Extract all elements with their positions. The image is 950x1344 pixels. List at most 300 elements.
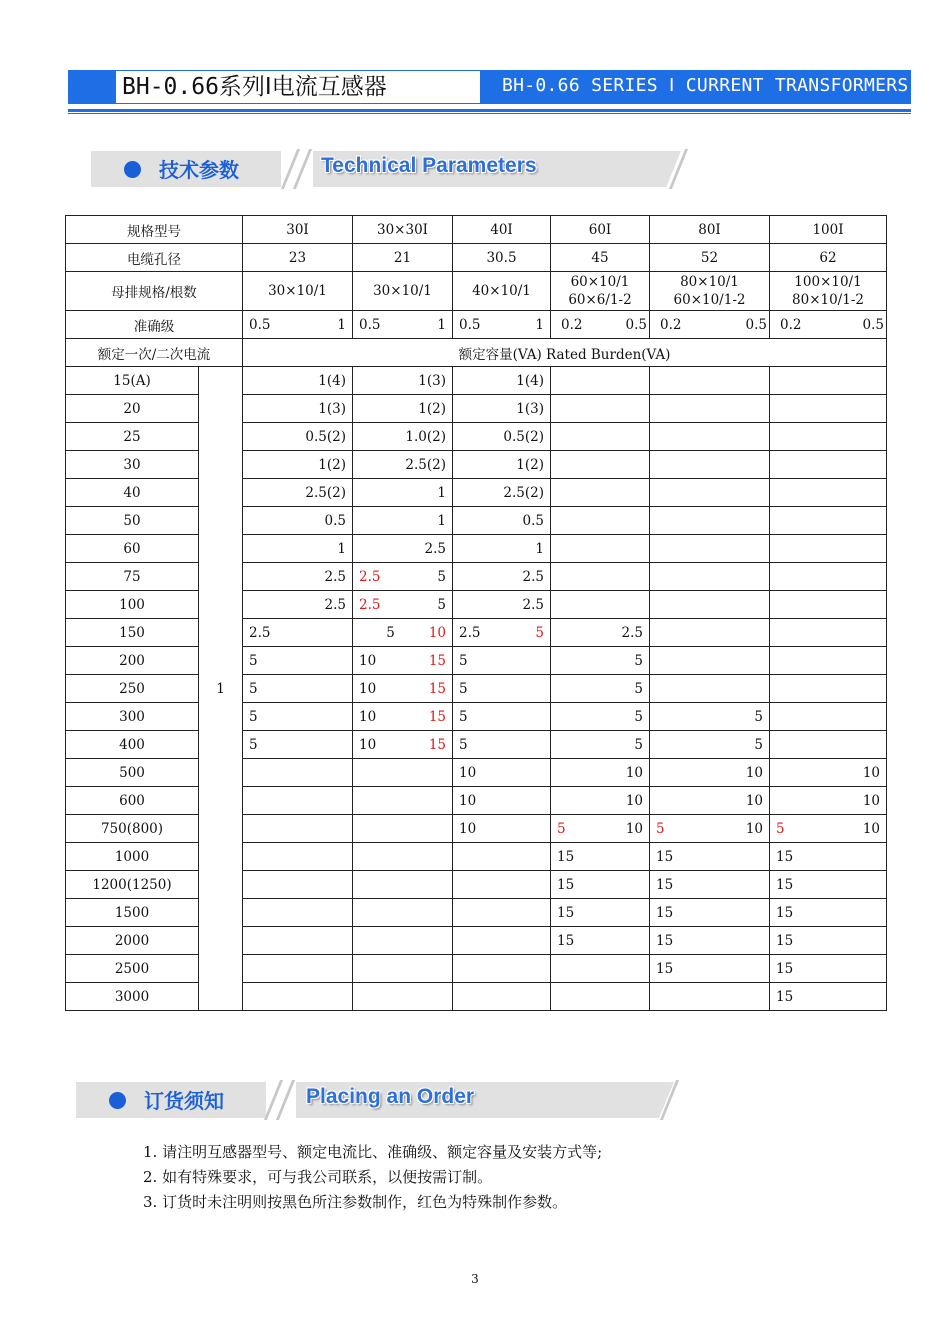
cell-value: 0.2 xyxy=(660,316,682,333)
cell-value: 5 xyxy=(386,624,395,641)
burden-cell xyxy=(353,591,453,619)
busbar-line: 80×10/1 xyxy=(680,274,739,290)
burden-cell xyxy=(551,927,650,955)
burden-cell xyxy=(353,703,453,731)
label-class: 准确级 xyxy=(66,311,243,339)
cell-value: 2.5(2) xyxy=(305,484,346,501)
primary-current: 400 xyxy=(66,731,199,759)
burden-cell xyxy=(353,843,453,871)
cell-value: 0.5 xyxy=(745,316,767,333)
burden-cell xyxy=(551,367,650,395)
burden-cell xyxy=(650,591,770,619)
header-title-box xyxy=(116,70,480,104)
cell-value: 15 xyxy=(557,932,575,949)
burden-cell xyxy=(453,367,551,395)
model-cell: 60I xyxy=(551,216,650,244)
cell-value: 10 xyxy=(459,820,477,837)
burden-cell xyxy=(243,787,353,815)
cell-value: 2.5 xyxy=(359,596,381,613)
row-burden-header xyxy=(66,339,887,367)
burden-cell xyxy=(353,619,453,647)
table-row xyxy=(66,423,887,451)
cell-value: 1(2) xyxy=(318,456,346,473)
busbar-cell xyxy=(650,272,770,311)
burden-cell xyxy=(243,983,353,1011)
burden-cell xyxy=(650,395,770,423)
cell-value: 5 xyxy=(634,680,643,697)
burden-cell xyxy=(770,843,887,871)
primary-current: 150 xyxy=(66,619,199,647)
burden-cell xyxy=(551,591,650,619)
cell-value: 1(3) xyxy=(516,400,544,417)
burden-cell xyxy=(243,507,353,535)
burden-cell xyxy=(453,591,551,619)
burden-cell xyxy=(353,815,453,843)
primary-current: 15(A) xyxy=(66,367,199,395)
class-cell xyxy=(243,311,353,339)
burden-cell xyxy=(551,675,650,703)
burden-cell xyxy=(551,759,650,787)
burden-cell xyxy=(243,619,353,647)
cell-value: 15 xyxy=(656,960,674,977)
cell-value: 5 xyxy=(459,708,468,725)
cell-value: 5 xyxy=(437,568,446,585)
cell-value: 15 xyxy=(428,736,446,753)
burden-cell xyxy=(770,675,887,703)
burden-cell xyxy=(353,395,453,423)
burden-cell xyxy=(353,563,453,591)
table-row xyxy=(66,731,887,759)
burden-cell xyxy=(650,787,770,815)
cell-value: 1(4) xyxy=(516,372,544,389)
cell-value: 5 xyxy=(557,820,566,837)
cell-value: 15 xyxy=(776,960,794,977)
cell-value: 1 xyxy=(535,316,544,333)
primary-current: 1500 xyxy=(66,899,199,927)
burden-cell xyxy=(243,899,353,927)
cell-value: 10 xyxy=(862,764,880,781)
header-rule xyxy=(68,109,911,112)
cell-value: 5 xyxy=(249,680,258,697)
burden-cell xyxy=(243,955,353,983)
burden-cell xyxy=(453,927,551,955)
table-row xyxy=(66,983,887,1011)
cell-value: 5 xyxy=(776,820,785,837)
cell-value: 5 xyxy=(634,708,643,725)
primary-current: 50 xyxy=(66,507,199,535)
cell-value: 0.5 xyxy=(324,512,346,529)
cell-value: 1 xyxy=(437,512,446,529)
burden-cell xyxy=(650,843,770,871)
cell-value: 1 xyxy=(437,484,446,501)
cell-value: 0.5 xyxy=(459,316,481,333)
burden-cell xyxy=(650,955,770,983)
burden-cell xyxy=(453,703,551,731)
burden-cell xyxy=(650,703,770,731)
primary-current: 1000 xyxy=(66,843,199,871)
cell-value: 2.5 xyxy=(324,596,346,613)
cell-value: 5 xyxy=(459,680,468,697)
burden-cell xyxy=(353,927,453,955)
burden-cell xyxy=(353,423,453,451)
busbar-cell xyxy=(453,272,551,311)
burden-cell xyxy=(551,395,650,423)
cell-value: 10 xyxy=(359,680,377,697)
cell-value: 1(2) xyxy=(418,400,446,417)
primary-current: 2500 xyxy=(66,955,199,983)
burden-cell xyxy=(243,843,353,871)
burden-cell xyxy=(650,563,770,591)
burden-cell xyxy=(353,759,453,787)
burden-cell xyxy=(650,815,770,843)
cell-value: 5 xyxy=(249,652,258,669)
burden-cell xyxy=(650,535,770,563)
burden-cell xyxy=(770,927,887,955)
burden-cell xyxy=(243,759,353,787)
burden-cell xyxy=(770,367,887,395)
burden-cell xyxy=(650,675,770,703)
burden-cell xyxy=(551,871,650,899)
class-cell xyxy=(650,311,770,339)
cell-value: 15 xyxy=(776,848,794,865)
burden-cell xyxy=(453,647,551,675)
cell-value: 1 xyxy=(535,540,544,557)
primary-current: 3000 xyxy=(66,983,199,1011)
class-cell xyxy=(770,311,887,339)
cell-value: 15 xyxy=(776,988,794,1005)
busbar-line: 60×6/1-2 xyxy=(568,292,632,308)
secondary-current: 1 xyxy=(199,367,243,1011)
table-row xyxy=(66,591,887,619)
cell-value: 15 xyxy=(656,876,674,893)
cell-value: 5 xyxy=(754,708,763,725)
burden-cell xyxy=(353,479,453,507)
header-title-cn: BH-0.66系列Ⅰ电流互感器 xyxy=(122,74,387,100)
burden-cell xyxy=(453,451,551,479)
table-row xyxy=(66,451,887,479)
header-title-en-box xyxy=(480,70,911,104)
cell-value: 15 xyxy=(557,848,575,865)
burden-cell xyxy=(650,619,770,647)
busbar-line: 100×10/1 xyxy=(794,274,862,290)
model-cell: 30I xyxy=(243,216,353,244)
burden-cell xyxy=(770,395,887,423)
cell-value: 2.5 xyxy=(522,596,544,613)
cell-value: 5 xyxy=(249,708,258,725)
burden-cell xyxy=(353,367,453,395)
label-model: 规格型号 xyxy=(66,216,243,244)
header-title-en: BH-0.66 SERIES Ⅰ CURRENT TRANSFORMERS xyxy=(502,75,909,96)
burden-cell xyxy=(770,479,887,507)
cell-value: 10 xyxy=(459,764,477,781)
bullet-dot-icon xyxy=(109,1092,126,1109)
busbar-line: 40×10/1 xyxy=(472,283,531,299)
burden-cell xyxy=(551,899,650,927)
cell-value: 0.5 xyxy=(359,316,381,333)
busbar-cell xyxy=(353,272,453,311)
cell-value: 10 xyxy=(625,764,643,781)
burden-cell xyxy=(650,479,770,507)
burden-cell xyxy=(650,983,770,1011)
class-cell xyxy=(453,311,551,339)
burden-cell xyxy=(551,955,650,983)
burden-cell xyxy=(243,871,353,899)
cell-value: 1(3) xyxy=(318,400,346,417)
cell-value: 2.5 xyxy=(249,624,271,641)
spec-table xyxy=(65,215,887,1011)
hole-cell: 23 xyxy=(243,244,353,272)
header-rule-thin xyxy=(68,113,911,114)
burden-cell xyxy=(770,815,887,843)
cell-value: 0.2 xyxy=(561,316,583,333)
table-row xyxy=(66,535,887,563)
header-accent-block xyxy=(68,70,116,104)
burden-cell xyxy=(243,367,353,395)
cell-value: 5 xyxy=(459,652,468,669)
cell-value: 0.5 xyxy=(862,316,884,333)
busbar-line: 60×10/1 xyxy=(570,274,630,290)
model-cell: 80I xyxy=(650,216,770,244)
burden-cell xyxy=(353,955,453,983)
section-title-en: Placing an Order xyxy=(306,1085,475,1108)
burden-cell xyxy=(770,563,887,591)
cell-value: 15 xyxy=(776,932,794,949)
cell-value: 1(3) xyxy=(418,372,446,389)
burden-cell xyxy=(353,507,453,535)
cell-value: 2.5 xyxy=(522,568,544,585)
cell-value: 15 xyxy=(428,708,446,725)
burden-cell xyxy=(453,787,551,815)
cell-value: 10 xyxy=(625,820,643,837)
burden-cell xyxy=(770,731,887,759)
primary-current: 750(800) xyxy=(66,815,199,843)
hole-cell: 62 xyxy=(770,244,887,272)
cell-value: 1(4) xyxy=(318,372,346,389)
burden-cell xyxy=(243,395,353,423)
row-model xyxy=(66,216,887,244)
cell-value: 10 xyxy=(862,820,880,837)
cell-value: 1 xyxy=(337,316,346,333)
cell-value: 15 xyxy=(776,904,794,921)
cell-value: 10 xyxy=(359,708,377,725)
burden-cell xyxy=(650,367,770,395)
hole-cell: 45 xyxy=(551,244,650,272)
note-item: 1. 请注明互感器型号、额定电流比、准确级、额定容量及安装方式等; xyxy=(143,1143,603,1161)
primary-current: 75 xyxy=(66,563,199,591)
burden-cell xyxy=(551,423,650,451)
cell-value: 2.5(2) xyxy=(405,456,446,473)
burden-cell xyxy=(770,507,887,535)
burden-cell xyxy=(551,507,650,535)
burden-cell xyxy=(551,619,650,647)
primary-current: 20 xyxy=(66,395,199,423)
burden-cell xyxy=(353,451,453,479)
burden-cell xyxy=(243,731,353,759)
burden-cell xyxy=(650,423,770,451)
burden-cell xyxy=(770,899,887,927)
burden-cell xyxy=(551,451,650,479)
table-row xyxy=(66,479,887,507)
cell-value: 10 xyxy=(359,736,377,753)
row-busbar xyxy=(66,272,887,311)
hole-cell: 21 xyxy=(353,244,453,272)
table-row xyxy=(66,955,887,983)
burden-cell xyxy=(243,703,353,731)
cell-value: 10 xyxy=(459,792,477,809)
burden-cell xyxy=(770,759,887,787)
burden-cell xyxy=(243,815,353,843)
burden-cell xyxy=(353,535,453,563)
burden-cell xyxy=(650,927,770,955)
burden-cell xyxy=(243,563,353,591)
cell-value: 5 xyxy=(249,736,258,753)
table-row xyxy=(66,647,887,675)
label-burden: 额定容量(VA) Rated Burden(VA) xyxy=(243,339,887,367)
burden-cell xyxy=(353,871,453,899)
cell-value: 15 xyxy=(428,652,446,669)
cell-value: 1 xyxy=(337,540,346,557)
cell-value: 5 xyxy=(656,820,665,837)
primary-current: 100 xyxy=(66,591,199,619)
table-row xyxy=(66,927,887,955)
note-item: 3. 订货时未注明则按黑色所注参数制作，红色为特殊制作参数。 xyxy=(143,1193,568,1211)
burden-cell xyxy=(551,647,650,675)
primary-current: 250 xyxy=(66,675,199,703)
note-item: 2. 如有特殊要求，可与我公司联系，以便按需订制。 xyxy=(143,1168,493,1186)
order-notes xyxy=(143,1140,602,1215)
busbar-cell xyxy=(551,272,650,311)
burden-cell xyxy=(453,619,551,647)
burden-cell xyxy=(243,423,353,451)
burden-cell xyxy=(770,535,887,563)
row-hole xyxy=(66,244,887,272)
burden-cell xyxy=(551,563,650,591)
burden-cell xyxy=(551,535,650,563)
cell-value: 1(2) xyxy=(516,456,544,473)
burden-cell xyxy=(453,731,551,759)
model-cell: 100I xyxy=(770,216,887,244)
cell-value: 0.5(2) xyxy=(503,428,544,445)
burden-cell xyxy=(353,983,453,1011)
cell-value: 0.2 xyxy=(780,316,802,333)
table-row xyxy=(66,507,887,535)
cell-value: 15 xyxy=(428,680,446,697)
model-cell: 40I xyxy=(453,216,551,244)
cell-value: 10 xyxy=(625,792,643,809)
burden-cell xyxy=(551,703,650,731)
page-number: 3 xyxy=(471,1272,479,1286)
burden-cell xyxy=(453,507,551,535)
burden-cell xyxy=(453,535,551,563)
cell-value: 15 xyxy=(656,904,674,921)
table-row xyxy=(66,899,887,927)
table-row xyxy=(66,843,887,871)
primary-current: 200 xyxy=(66,647,199,675)
burden-cell xyxy=(770,451,887,479)
cell-value: 10 xyxy=(745,820,763,837)
cell-value: 5 xyxy=(634,652,643,669)
burden-cell xyxy=(770,703,887,731)
cell-value: 10 xyxy=(359,652,377,669)
cell-value: 5 xyxy=(437,596,446,613)
section-title-cn: 订货须知 xyxy=(144,1089,224,1113)
primary-current: 30 xyxy=(66,451,199,479)
primary-current: 60 xyxy=(66,535,199,563)
burden-cell xyxy=(353,731,453,759)
cell-value: 10 xyxy=(428,624,446,641)
bullet-dot-icon xyxy=(124,161,141,178)
burden-cell xyxy=(453,395,551,423)
burden-cell xyxy=(243,535,353,563)
burden-cell xyxy=(650,507,770,535)
burden-cell xyxy=(770,619,887,647)
burden-cell xyxy=(770,983,887,1011)
page-header xyxy=(68,70,911,104)
busbar-line: 30×10/1 xyxy=(268,283,327,299)
burden-cell xyxy=(243,591,353,619)
burden-cell xyxy=(770,871,887,899)
burden-cell xyxy=(551,983,650,1011)
section-title-cn: 技术参数 xyxy=(159,158,239,182)
burden-cell xyxy=(650,647,770,675)
row-class xyxy=(66,311,887,339)
burden-cell xyxy=(551,843,650,871)
primary-current: 40 xyxy=(66,479,199,507)
burden-cell xyxy=(453,563,551,591)
cell-value: 10 xyxy=(862,792,880,809)
burden-cell xyxy=(770,591,887,619)
burden-cell xyxy=(353,899,453,927)
burden-cell xyxy=(243,927,353,955)
cell-value: 2.5 xyxy=(324,568,346,585)
burden-cell xyxy=(453,815,551,843)
cell-value: 0.5 xyxy=(249,316,271,333)
section-title-en: Technical Parameters xyxy=(321,154,537,177)
cell-value: 10 xyxy=(745,792,763,809)
burden-cell xyxy=(453,983,551,1011)
table-row xyxy=(66,871,887,899)
burden-cell xyxy=(243,479,353,507)
label-current: 额定一次/二次电流 xyxy=(66,339,243,367)
burden-cell xyxy=(551,815,650,843)
cell-value: 15 xyxy=(656,932,674,949)
cell-value: 2.5(2) xyxy=(503,484,544,501)
primary-current: 25 xyxy=(66,423,199,451)
model-cell: 30×30I xyxy=(353,216,453,244)
hole-cell: 30.5 xyxy=(453,244,551,272)
burden-cell xyxy=(650,899,770,927)
table-row xyxy=(66,703,887,731)
burden-cell xyxy=(243,647,353,675)
burden-cell xyxy=(770,423,887,451)
burden-cell xyxy=(453,843,551,871)
cell-value: 5 xyxy=(459,736,468,753)
burden-cell xyxy=(243,675,353,703)
burden-cell xyxy=(453,675,551,703)
table-row xyxy=(66,675,887,703)
cell-value: 15 xyxy=(776,876,794,893)
label-busbar: 母排规格/根数 xyxy=(66,272,243,311)
busbar-cell xyxy=(243,272,353,311)
cell-value: 5 xyxy=(634,736,643,753)
burden-cell xyxy=(453,955,551,983)
burden-cell xyxy=(353,647,453,675)
burden-cell xyxy=(353,787,453,815)
cell-value: 5 xyxy=(535,624,544,641)
table-row xyxy=(66,563,887,591)
table-row xyxy=(66,815,887,843)
primary-current: 1200(1250) xyxy=(66,871,199,899)
